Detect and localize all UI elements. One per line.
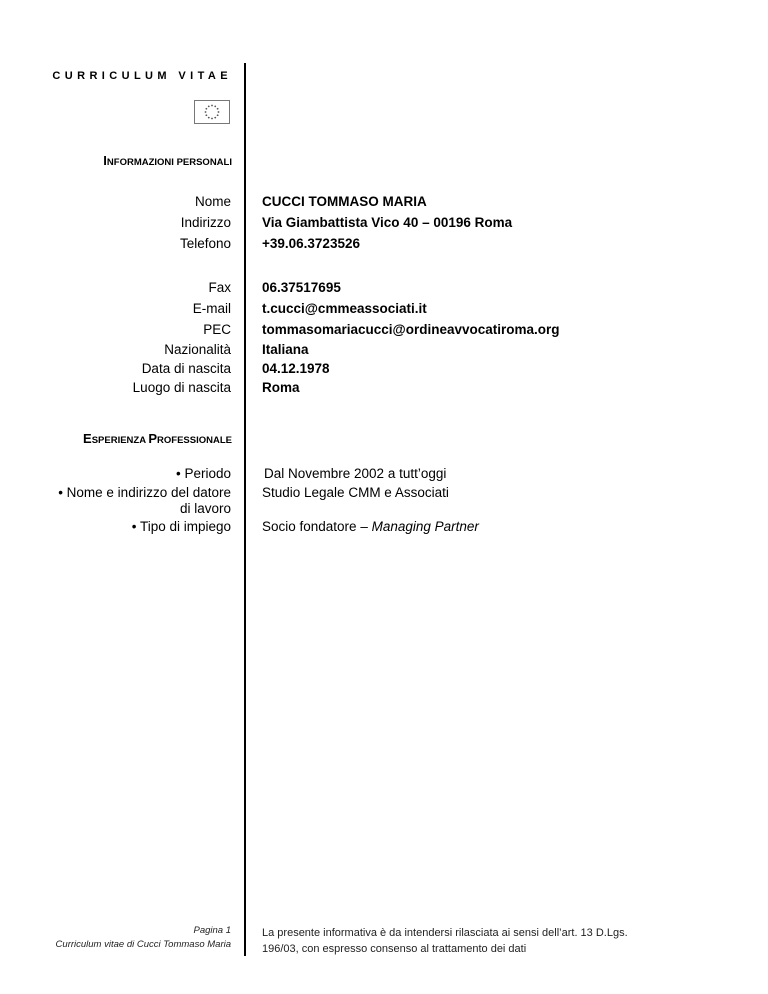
address-value: Via Giambattista Vico 40 – 00196 Roma bbox=[262, 215, 513, 230]
nationality-value: Italiana bbox=[262, 342, 309, 357]
employer-label bbox=[40, 485, 231, 517]
employer-value: Studio Legale CMM e Associati bbox=[262, 485, 449, 500]
page-number: Pagina 1 bbox=[193, 925, 231, 936]
pec-value[interactable]: tommasomariacucci@ordineavvocatiroma.org bbox=[262, 322, 560, 337]
employer-label-line1: • Nome e indirizzo del datore bbox=[58, 485, 231, 500]
privacy-notice bbox=[262, 925, 662, 957]
email-value[interactable]: t.cucci@cmmeassociati.it bbox=[262, 301, 427, 316]
birth-place-label: Luogo di nascita bbox=[132, 380, 231, 395]
document-name: Curriculum vitae di Cucci Tommaso Maria bbox=[55, 939, 231, 950]
personal-info-heading: INFORMAZIONI PERSONALI bbox=[103, 153, 232, 168]
job-type-role-english: Managing Partner bbox=[371, 519, 479, 534]
period-value: Dal Novembre 2002 a tutt’oggi bbox=[264, 466, 447, 481]
birth-date-value: 04.12.1978 bbox=[262, 361, 330, 376]
address-label: Indirizzo bbox=[180, 215, 231, 230]
cv-title: CURRICULUM VITAE bbox=[52, 70, 232, 82]
phone-value: +39.06.3723526 bbox=[262, 236, 360, 251]
experience-heading: ESPERIENZA PROFESSIONALE bbox=[83, 431, 232, 446]
footer-page-info bbox=[40, 924, 231, 951]
name-label: Nome bbox=[194, 194, 231, 209]
job-type-value bbox=[262, 519, 742, 535]
phone-label: Telefono bbox=[179, 236, 231, 251]
period-label: • Periodo bbox=[175, 466, 231, 481]
birth-place-value: Roma bbox=[262, 380, 300, 395]
nationality-label: Nazionalità bbox=[164, 342, 231, 357]
privacy-line-1: La presente informativa è da intendersi rilasciata ai sensi dell’art. 13 D.Lgs. bbox=[262, 927, 628, 939]
name-value: CUCCI TOMMASO MARIA bbox=[262, 194, 427, 209]
vertical-divider bbox=[244, 63, 246, 956]
email-label: E-mail bbox=[192, 301, 231, 316]
pec-label: PEC bbox=[203, 322, 231, 337]
job-type-label: • Tipo di impiego bbox=[131, 519, 231, 534]
birth-date-label: Data di nascita bbox=[141, 361, 231, 376]
fax-label: Fax bbox=[208, 280, 231, 295]
eu-flag-icon bbox=[194, 100, 230, 124]
employer-label-line2: di lavoro bbox=[179, 501, 231, 516]
job-type-role: Socio fondatore – bbox=[262, 519, 368, 534]
fax-value: 06.37517695 bbox=[262, 280, 341, 295]
privacy-line-2: 196/03, con espresso consenso al trattamento dei dati bbox=[262, 943, 527, 955]
